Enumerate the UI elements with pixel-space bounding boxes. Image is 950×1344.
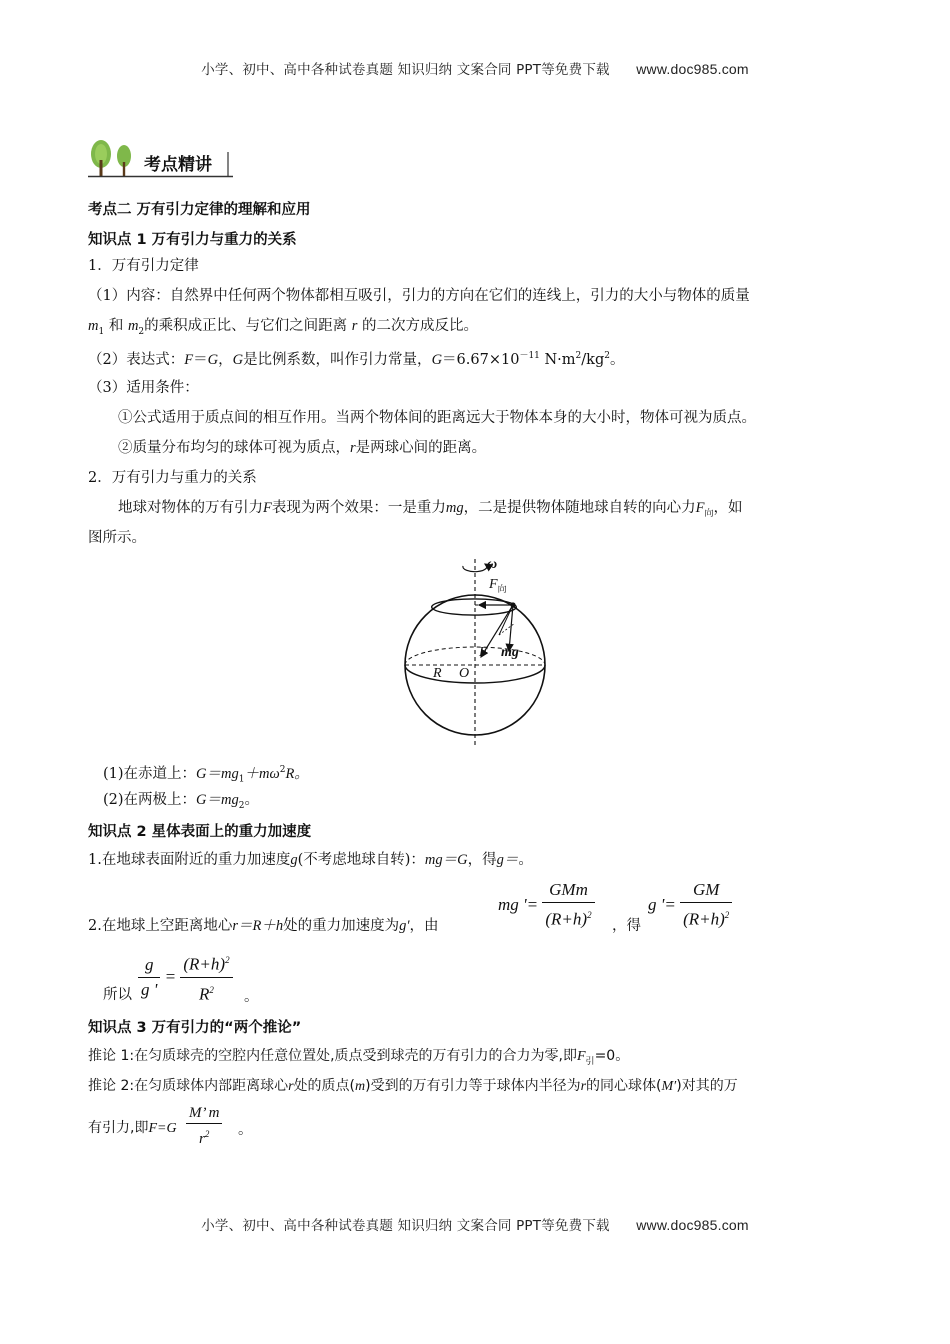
banner-title: 考点精讲 [144,155,212,175]
f1-lhs: mg '= [498,894,539,914]
inference-2-line-2 [88,1118,177,1139]
f-xiang-label [489,577,507,595]
omega-label: ω [487,557,498,572]
m2-symbol: m [127,318,139,334]
relation-F2: F [695,500,705,516]
page-footer [0,1214,950,1234]
o-label: O [459,666,470,681]
relation-a: 地球对物体的万有引力 [118,500,263,516]
eq2-sub: 2 [238,800,245,811]
content-end: 的二次方成反比。 [362,318,479,334]
f3-right-fraction [180,948,232,1006]
relation-sub: 向 [704,508,714,519]
kp2-line-2 [88,916,439,936]
f1-den-text: (R+h) [545,909,588,929]
expr-F: F [184,351,194,368]
expression-line [88,346,624,370]
inf2-frac [186,1103,222,1149]
and-text: 和 [108,318,124,334]
inf2-d: 的同心球体( [586,1078,662,1094]
inf2-numerator: M’ m [189,1105,220,1121]
inf2-r: r [288,1079,294,1094]
eq1-sup: 2 [279,765,286,775]
f1-denominator [542,902,594,932]
kp2-line1-b: (不考虑地球自转)： [297,852,425,868]
relation-b: 表现为两个效果：一是重力 [271,500,446,516]
condition-2 [118,438,486,458]
f1-numerator: GMm [549,880,588,899]
relation-heading: 2．万有引力与重力的关系 [88,470,257,486]
f3-rnum-text: (R+h) [183,954,226,974]
f3-numerator: g [144,954,154,974]
eq2-expr: G＝mg [196,792,239,808]
kp2-line1-e: g＝ [496,852,519,868]
inf2-r2: r [580,1079,587,1094]
inf2-den-text: r [199,1131,205,1147]
kp2-line2-a: 2.在地球上空距离地心 [88,918,233,934]
inf2-M: M′ [661,1079,677,1094]
inference-1 [88,1046,629,1072]
kp2-line2-b: r＝R＋h [232,918,284,934]
inf1-sub: 引 [585,1056,595,1067]
relation-line-2: 图所示。 [88,530,146,546]
earth-diagram-svg [395,555,555,750]
relation-F: F [263,500,272,516]
eq1-pre: (1)在赤道上： [103,765,197,782]
inf2-a: 推论 2:在匀质球体内部距离球心 [88,1078,289,1094]
expr-sep: ， [218,351,233,368]
kp2-line1-a: 1.在地球表面附近的重力加速度 [88,852,291,868]
f2-denominator [680,902,732,932]
f3-left-fraction [138,953,160,1002]
f1-den-exp: 2 [587,910,592,920]
kp2-line1-d: ，得 [467,852,497,868]
expr-G: G [207,351,219,368]
section-banner [88,138,238,182]
mg-label: mg [501,645,519,660]
inf1-F: F [576,1049,586,1064]
expr-unit-exp: 2 [575,351,582,361]
f2-lhs: g '= [648,894,676,914]
cond2-b: 是两球心间的距离。 [355,440,487,456]
f3-eq: = [164,967,177,987]
f3-rden-exp: 2 [209,984,214,995]
relation-line-1 [118,498,742,524]
kp2-line3-end: 。 [244,989,259,1005]
eq2-end: 。 [244,792,259,808]
f3-right-denominator [180,977,232,1007]
formula-g-prime [648,878,732,932]
inf1-a: 推论 1:在匀质球壳的空腔内任意位置处,质点受到球壳的万有引力的合力为零,即 [88,1048,577,1064]
equator-equation [103,760,309,790]
expr-value: ＝6.67×10 [442,351,520,368]
m1-symbol: m [88,318,99,334]
kp3-title: 知识点 3 万有引力的“两个推论” [88,1020,302,1036]
f-xiang-symbol: F [489,577,498,592]
expr-exponent: －11 [519,351,540,361]
inference-2 [88,1076,738,1097]
expr-desc: 是比例系数，叫作引力常量， [243,351,432,368]
formula-ratio [138,948,233,1006]
footer-text: 小学、初中、高中各种试卷真题 知识归纳 文案合同 PPT等免费下载 [201,1218,610,1234]
content-line-2: $m_1$ 和 $m_2$的乘积成正比、与它们之间距离 r 的二次方成反比。 [88,318,479,337]
f3-rden-text: R [199,984,210,1004]
r-symbol: r [351,318,358,334]
inf2-m: m [355,1079,366,1094]
cond2-a: ②质量分布均匀的球体可视为质点， [118,440,350,456]
f3-right-numerator [180,948,232,977]
eq1-c: R。 [285,765,309,782]
kp2-line2-e: ，由 [409,918,439,934]
expr-unit2: /kg [581,351,605,368]
relation-c: ，二是提供物体随地球自转的向心力 [463,500,696,516]
f2-den-exp: 2 [724,910,730,920]
f2-den-text: (R+h) [683,909,725,929]
expr-eq: ＝ [193,351,208,368]
inf2-den-exp: 2 [204,1129,210,1139]
section-title: 考点二 万有引力定律的理解和应用 [88,202,311,218]
inf2-FG: F=G [148,1121,177,1136]
f-label: F [479,645,488,660]
inf2-denominator [186,1123,222,1149]
law-heading: 1．万有引力定律 [88,258,199,274]
relation-d: ，如 [713,500,743,516]
inf2-b: 处的质点( [293,1078,355,1094]
inf2-e: )对其的万 [676,1078,738,1094]
kp2-line1-f: 。 [518,852,533,868]
cond2-r: r [350,440,356,456]
inf2-c: )受到的万有引力等于球体内半径为 [365,1078,581,1094]
relation-mg: mg [445,500,464,516]
expr-unit2-exp: 2 [604,351,610,361]
inference-2-end: 。 [238,1122,253,1138]
content-label: （1）内容： [88,288,170,304]
inf2-line2: 有引力,即 [88,1120,149,1136]
f3-rnum-exp: 2 [225,955,230,965]
f2-numerator: GM [692,880,720,899]
inf1-b: =0。 [594,1048,630,1064]
expr-unit: N·m [539,351,576,368]
f1-fraction [542,878,594,932]
kp2-line-1 [88,850,533,870]
kp2-line1-g: g [290,852,298,868]
kp1-title: 知识点 1 万有引力与重力的关系 [88,232,297,248]
kp2-title: 知识点 2 星体表面上的重力加速度 [88,824,312,840]
content-mid: 的乘积成正比、与它们之间距离 [144,318,348,334]
kp2-line1-c: mg＝G [424,852,468,868]
kp2-line2-d: g′ [399,918,410,934]
expr-label: （2）表达式： [88,351,185,368]
eq1-sub: 1 [238,774,245,785]
f3-denominator: g ' [138,977,160,1002]
content-line-1 [88,286,750,306]
expr-end: 。 [609,351,625,368]
formula-mg-prime [498,878,595,932]
pole-equation [103,790,259,816]
header-url[interactable]: www.doc985.com [636,61,749,77]
r-label: R [433,666,442,681]
condition-1: ①公式适用于质点间的相互作用。当两个物体间的距离远大于物体本身的大小时，物体可视为质点。 [118,410,756,426]
eq2-pre: (2)在两极上： [103,792,197,808]
kp2-line2-c: 处的重力加速度为 [283,918,400,934]
suoyi-label: 所以 [103,987,132,1003]
f-xiang-sub: 向 [497,583,507,594]
inference-2-fraction [186,1103,222,1149]
comma-de: ，得 [612,918,641,934]
footer-url[interactable]: www.doc985.com [636,1217,749,1233]
expr-G3: G [431,351,443,368]
expr-G2: G [232,351,244,368]
header-text: 小学、初中、高中各种试卷真题 知识归纳 文案合同 PPT等免费下载 [201,62,610,78]
condition-label: （3）适用条件： [88,380,199,396]
eq1-b: ＋mω [244,765,280,782]
page-header [0,58,950,78]
earth-diagram [395,555,555,750]
content-text: 自然界中任何两个物体都相互吸引，引力的方向在它们的连线上，引力的大小与物体的质量 [169,288,750,304]
f2-fraction [680,878,732,932]
eq1-expr: G＝mg [196,765,239,782]
